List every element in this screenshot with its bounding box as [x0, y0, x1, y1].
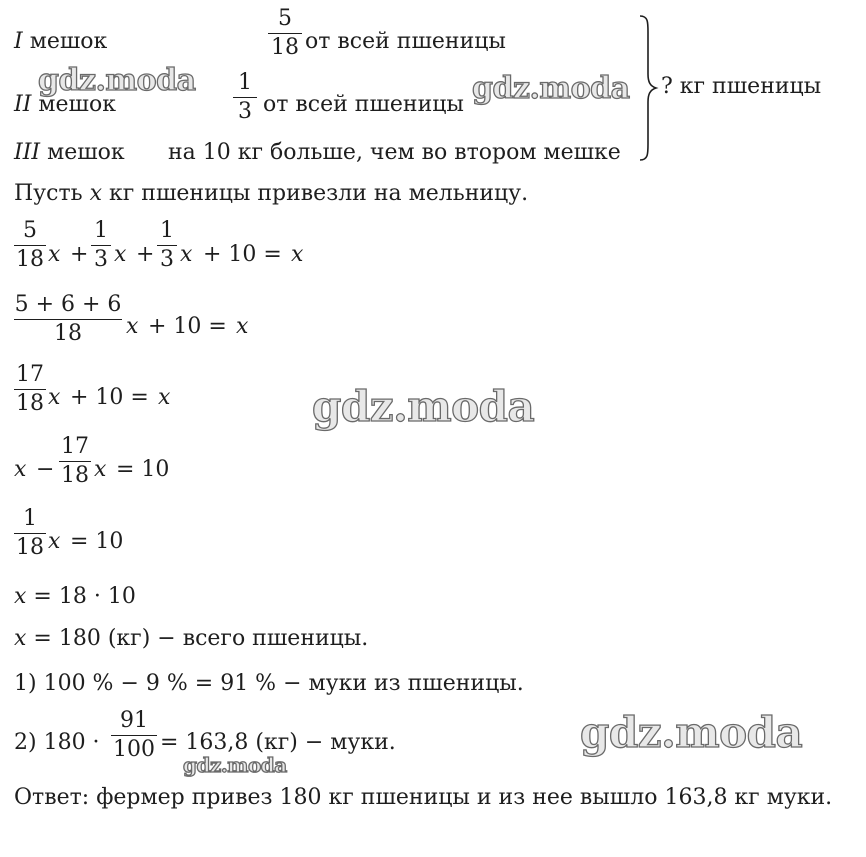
eq1-fraction-3	[157, 220, 177, 271]
eq7-x0: x	[14, 626, 27, 651]
eq5-x1: x	[48, 529, 61, 554]
eq2-rest: + 10 =	[148, 314, 227, 339]
intro-after: кг пшеницы привезли на мельницу.	[102, 181, 529, 206]
eq2-fraction	[14, 294, 122, 345]
bag3-text: на 10 кг больше, чем во втором мешке	[168, 140, 621, 165]
watermark: gdz.moda	[580, 708, 803, 757]
fraction-denominator: 3	[94, 247, 108, 272]
step-2-right: = 163,8 (кг) − муки.	[160, 730, 396, 755]
bag-number-3: III	[14, 140, 41, 165]
fraction-denominator: 18	[16, 535, 44, 560]
intro-line	[14, 183, 528, 205]
bag1-text: от всей пшеницы	[305, 29, 506, 54]
fraction-numerator: 1	[94, 218, 108, 243]
fraction-numerator: 5 + 6 + 6	[14, 292, 122, 317]
fraction-numerator: 17	[61, 434, 89, 459]
eq3-rhs: x	[158, 385, 171, 410]
fraction-bar	[59, 461, 91, 462]
eq7-line	[14, 628, 368, 650]
eq3-fraction	[14, 364, 46, 415]
bag-label-2: мешок	[38, 92, 116, 117]
given-row-3	[14, 142, 125, 164]
intro-before: Пусть	[14, 181, 90, 206]
watermark: gdz.moda	[312, 382, 535, 431]
watermark: gdz.moda	[38, 63, 196, 98]
bag2-fraction	[233, 72, 257, 123]
eq1-plus2: +	[136, 242, 155, 267]
eq6-line	[14, 586, 136, 608]
eq2-x1: x	[126, 314, 139, 339]
fraction-numerator: 17	[16, 362, 44, 387]
eq1-x3: x	[180, 242, 193, 267]
given-row-1	[14, 31, 107, 53]
fraction-numerator: 1	[238, 70, 252, 95]
fraction-bar	[233, 97, 257, 98]
fraction-bar	[111, 735, 157, 736]
eq1-rhs: x	[291, 242, 304, 267]
eq1-rest: + 10 =	[203, 242, 282, 267]
fraction-denominator: 18	[16, 391, 44, 416]
fraction-denominator: 3	[160, 247, 174, 272]
eq4-x0: x	[14, 457, 27, 482]
eq2-rhs: x	[236, 314, 249, 339]
eq4-fraction	[59, 436, 91, 487]
fraction-denominator: 100	[113, 737, 155, 762]
eq1-x2: x	[114, 242, 127, 267]
step-2-left: 2) 180 ·	[14, 730, 100, 755]
fraction-numerator: 5	[278, 6, 292, 31]
fraction-denominator: 18	[271, 35, 299, 60]
total-question: ? кг пшеницы	[661, 74, 822, 99]
eq1-fraction-1	[14, 220, 46, 271]
fraction-bar	[14, 319, 122, 320]
eq1-x1: x	[48, 242, 61, 267]
fraction-bar	[14, 533, 46, 534]
fraction-numerator: 1	[23, 506, 37, 531]
right-brace	[636, 14, 660, 162]
eq3-rest: + 10 =	[70, 385, 149, 410]
eq4-x1: x	[94, 457, 107, 482]
fraction-bar	[157, 245, 177, 246]
intro-variable: x	[89, 181, 103, 206]
answer-line: Ответ: фермер привез 180 кг пшеницы и из нее вышло 163,8 кг муки.	[14, 785, 833, 810]
fraction-bar	[14, 389, 46, 390]
eq1-plus1: +	[70, 242, 89, 267]
eq3-x1: x	[48, 385, 61, 410]
bag-number-1: I	[14, 29, 23, 54]
watermark: gdz.moda	[472, 71, 630, 106]
eq6-x0: x	[14, 584, 27, 609]
fraction-bar	[91, 245, 111, 246]
fraction-numerator: 5	[23, 218, 37, 243]
fraction-denominator: 18	[16, 247, 44, 272]
fraction-bar	[14, 245, 46, 246]
fraction-numerator: 91	[120, 708, 148, 733]
eq4-rest: = 10	[116, 457, 170, 482]
eq5-rest: = 10	[70, 529, 124, 554]
step-2-fraction	[111, 710, 157, 761]
watermark: gdz.moda	[183, 753, 287, 777]
fraction-denominator: 3	[238, 99, 252, 124]
fraction-numerator: 1	[160, 218, 174, 243]
fraction-denominator: 18	[54, 321, 82, 346]
bag1-fraction	[268, 8, 302, 59]
bag2-text: от всей пшеницы	[263, 92, 464, 117]
fraction-bar	[268, 33, 302, 34]
bag-number-2: II	[14, 92, 32, 117]
eq4-minus: −	[36, 457, 55, 482]
eq1-fraction-2	[91, 220, 111, 271]
bag-label-1: мешок	[29, 29, 108, 54]
bag-label-3: мешок	[47, 140, 125, 165]
step-1: 1) 100 % − 9 % = 91 % − муки из пшеницы.	[14, 671, 524, 696]
eq6-rest: = 18 · 10	[33, 584, 136, 609]
fraction-denominator: 18	[61, 463, 89, 488]
eq5-fraction	[14, 508, 46, 559]
eq7-rest: = 180 (кг) − всего пшеницы.	[33, 626, 369, 651]
